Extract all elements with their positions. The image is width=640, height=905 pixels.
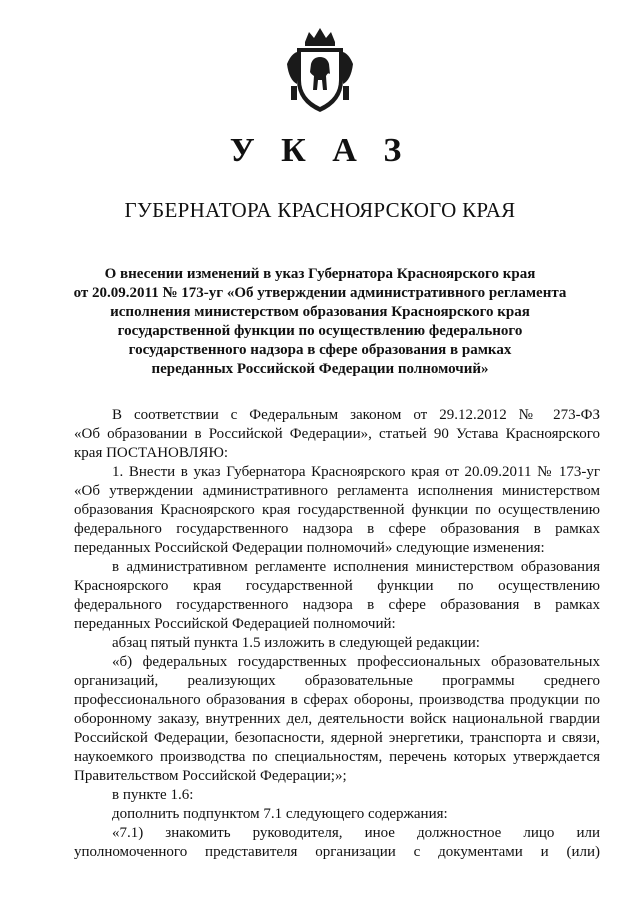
body-line: в пункте 1.6: (112, 787, 194, 803)
coat-of-arms-icon (283, 24, 357, 116)
body-line: Правительством Российской Федерации;»; (74, 768, 347, 784)
body-line: В соответствии с Федеральным законом от 29.12.2012 № 273-ФЗ (112, 407, 600, 423)
body-line: «7.1) знакомить руководителя, иное должностное лицо или (112, 825, 600, 841)
body-line: 1. Внести в указ Губернатора Красноярского края от 20.09.2011 № 173-уг (112, 464, 600, 480)
subject-line: О внесении изменений в указ Губернатора Красноярского края (104, 266, 536, 282)
body-line: Красноярского края государственной функции по осуществлению (74, 578, 600, 594)
body-line: «б) федеральных государственных профессиональных образовательных (112, 654, 600, 670)
body-line: Российской Федерации, безопасности, ядерной энергетики, транспорта и связи, (74, 730, 600, 746)
decree-issuer: ГУБЕРНАТОРА КРАСНОЯРСКОГО КРАЯ (124, 198, 516, 222)
body-line: федерального государственного надзора в сфере образования в рамках (74, 521, 600, 537)
body-line: федерального государственного надзора в сфере образования в рамках (74, 597, 600, 613)
body-line: профессионального образования в сферах обороны, производства продукции по (74, 692, 600, 708)
subject-line: государственной функции по осуществлению федерального (117, 323, 523, 339)
body-line: «Об утверждении административного регламента исполнения министерством (74, 483, 600, 499)
subject-line: переданных Российской Федерации полномочий» (151, 361, 489, 377)
body-line: организаций, реализующих образовательные программы среднего (74, 673, 600, 689)
body-line: образования Красноярского края государственной функции по осуществлению (74, 502, 600, 518)
body-line: края ПОСТАНОВЛЯЮ: (74, 445, 229, 461)
body-line: «Об образовании в Российской Федерации», статьей 90 Устава Красноярского (74, 426, 600, 442)
body-line: дополнить подпунктом 7.1 следующего содержания: (112, 806, 448, 822)
decree-subject (60, 265, 580, 379)
body-line: оборонному заказу, внутренних дел, деятельности войск национальной гвардии (74, 711, 600, 727)
subject-line: государственного надзора в сфере образования в рамках (128, 342, 512, 358)
body-line: переданных Российской Федерации полномочий» следующие изменения: (74, 540, 545, 556)
body-line: переданных Российской Федерацией полномочий: (74, 616, 396, 632)
body-line: абзац пятый пункта 1.5 изложить в следующей редакции: (112, 635, 480, 651)
decree-title: У К А З (229, 132, 411, 169)
subject-line: от 20.09.2011 № 173-уг «Об утверждении административного регламента (73, 285, 567, 301)
decree-body (74, 406, 600, 862)
body-line: уполномоченного представителя организации с документами и (или) (74, 844, 600, 860)
body-line: в административном регламенте исполнения министерством образования (112, 559, 600, 575)
subject-line: исполнения министерством образования Красноярского края (110, 304, 530, 320)
body-line: наукоемкого производства по специальностям, перечень которых утверждается (74, 749, 600, 765)
